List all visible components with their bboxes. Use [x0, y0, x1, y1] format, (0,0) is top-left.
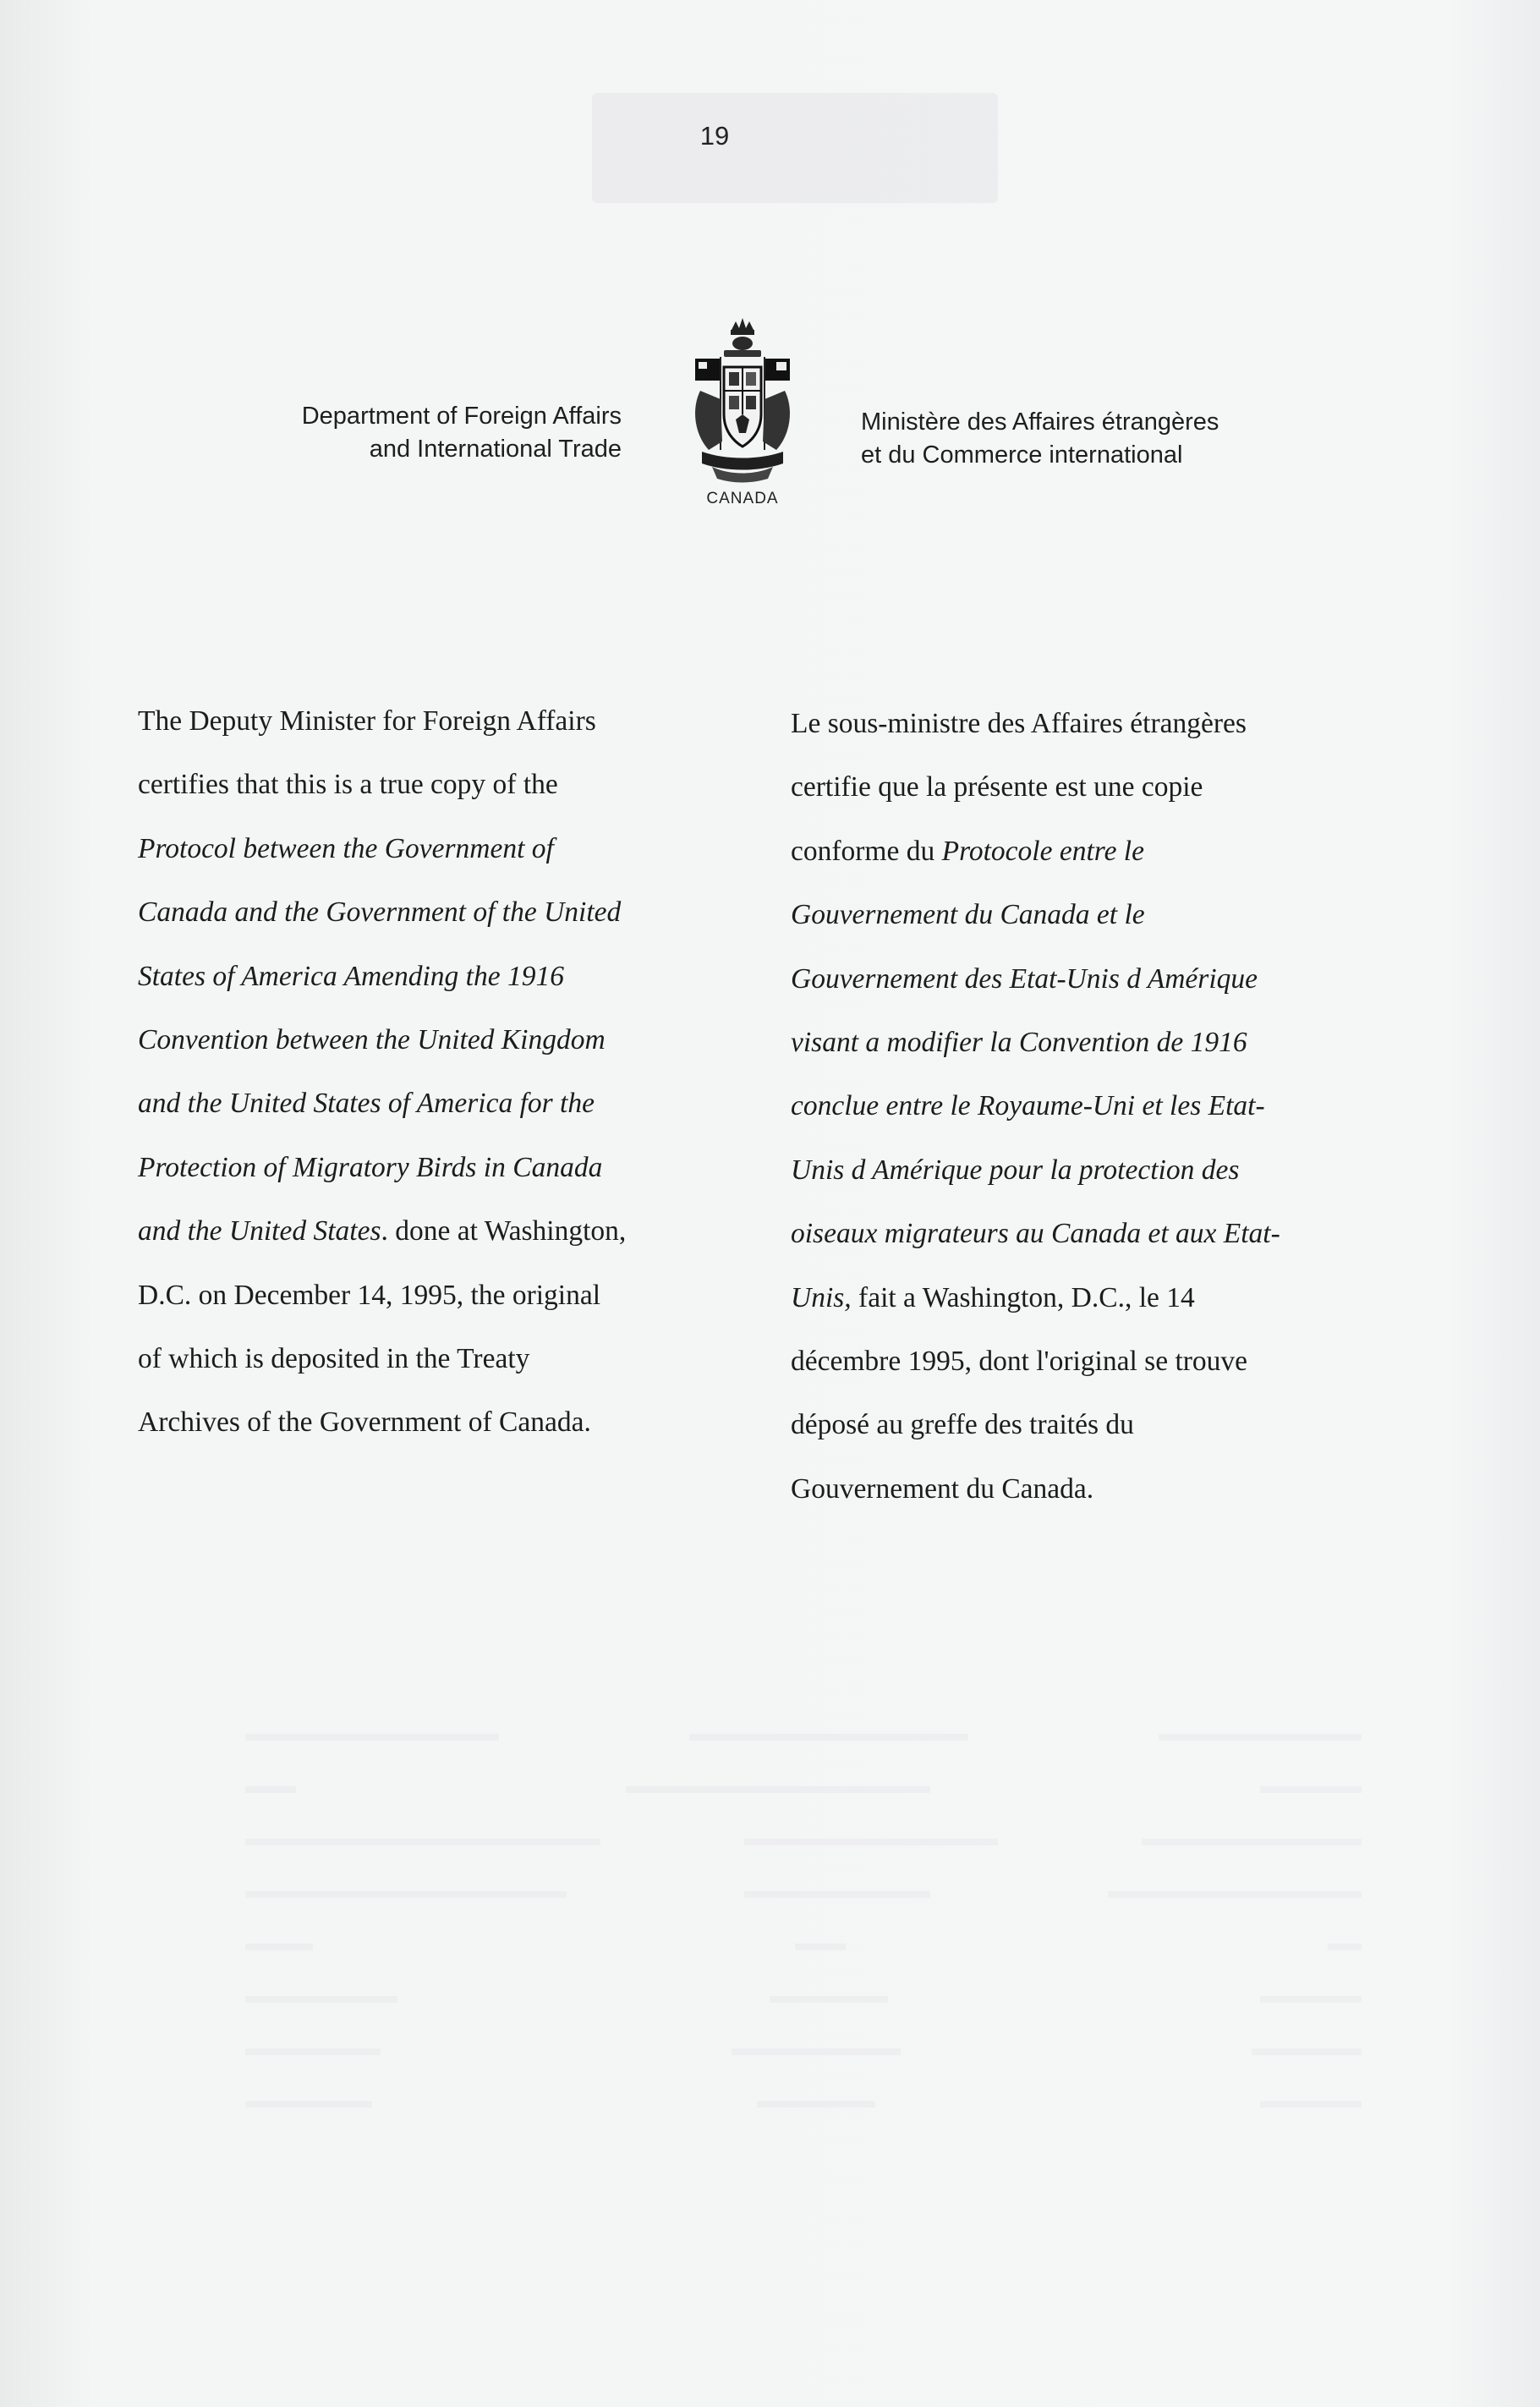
- italic-title-text: oiseaux migrateurs au Canada et aux Etat-: [791, 1218, 1280, 1250]
- text-line: [138, 689, 730, 753]
- text-line: [791, 1011, 1383, 1074]
- italic-title-text: Protocol between the Government of: [138, 832, 554, 864]
- text-line: [791, 1266, 1383, 1330]
- text-line: [138, 1136, 730, 1199]
- italic-title-text: Unis,: [791, 1281, 852, 1313]
- body-text: . done at Washington,: [381, 1215, 627, 1247]
- text-line: [791, 947, 1383, 1011]
- body-text: Gouvernement du Canada.: [791, 1472, 1094, 1505]
- emblem-caption: CANADA: [706, 490, 779, 507]
- department-name-french-line: Ministère des Affaires étrangères: [861, 408, 1219, 436]
- text-line: [791, 1074, 1383, 1138]
- italic-title-text: States of America Amending the 1916: [138, 960, 564, 992]
- text-line: [791, 1330, 1383, 1393]
- body-text: certifie que la présente est une copie: [791, 771, 1203, 803]
- body-text: D.C. on December 14, 1995, the original: [138, 1279, 601, 1311]
- italic-title-text: Protection of Migratory Birds in Canada: [138, 1151, 603, 1183]
- text-line: [138, 1072, 730, 1135]
- body-text: fait a Washington, D.C., le 14: [851, 1281, 1195, 1313]
- text-line: [138, 880, 730, 944]
- body-text: décembre 1995, dont l'original se trouve: [791, 1346, 1248, 1378]
- text-line: [138, 817, 730, 880]
- text-line: [791, 820, 1383, 883]
- body-text: of which is deposited in the Treaty: [138, 1343, 530, 1375]
- body-text: conforme du: [791, 835, 942, 867]
- italic-title-text: Gouvernement des Etat-Unis d Amérique: [791, 962, 1258, 995]
- text-line: [791, 1393, 1383, 1456]
- department-name-french-line: et du Commerce international: [861, 441, 1183, 469]
- body-text: déposé au greffe des traités du: [791, 1409, 1134, 1441]
- body-text: Le sous-ministre des Affaires étrangères: [791, 708, 1247, 739]
- italic-title-text: Unis d Amérique pour la protection des: [791, 1154, 1240, 1186]
- body-text: certifies that this is a true copy of the: [138, 769, 558, 801]
- text-line: [138, 1390, 730, 1454]
- text-line: [138, 1327, 730, 1390]
- italic-title-text: Protocole entre le: [941, 835, 1144, 867]
- department-name-french: [861, 406, 1301, 472]
- text-line: [791, 1138, 1383, 1202]
- page-number: 19: [699, 121, 730, 151]
- department-name-english-line: Department of Foreign Affairs: [301, 403, 622, 430]
- department-name-english-line: and International Trade: [369, 436, 622, 463]
- certification-english: [138, 689, 730, 1455]
- italic-title-text: Canada and the Government of the United: [138, 896, 622, 929]
- italic-title-text: Convention between the United Kingdom: [138, 1024, 606, 1056]
- italic-title-text: and the United States: [138, 1215, 381, 1247]
- italic-title-text: and the United States of America for the: [138, 1088, 595, 1120]
- text-line: [791, 692, 1383, 755]
- text-line: [791, 883, 1383, 946]
- italic-title-text: Gouvernement du Canada et le: [791, 899, 1145, 931]
- body-text: Archives of the Government of Canada.: [138, 1406, 591, 1439]
- text-line: [138, 1008, 730, 1072]
- text-line: [138, 753, 730, 816]
- text-line: [791, 1457, 1383, 1521]
- department-name-english: [254, 400, 622, 466]
- italic-title-text: conclue entre le Royaume-Uni et les Etat-: [791, 1090, 1265, 1122]
- body-text: The Deputy Minister for Foreign Affairs: [138, 705, 596, 737]
- certification-french: [791, 692, 1383, 1521]
- canada-coat-of-arms-icon: [683, 315, 802, 484]
- italic-title-text: visant a modifier la Convention de 1916: [791, 1027, 1247, 1059]
- text-line: [138, 1199, 730, 1263]
- text-line: [138, 1264, 730, 1327]
- text-line: [791, 755, 1383, 819]
- text-line: [791, 1202, 1383, 1265]
- text-line: [138, 945, 730, 1008]
